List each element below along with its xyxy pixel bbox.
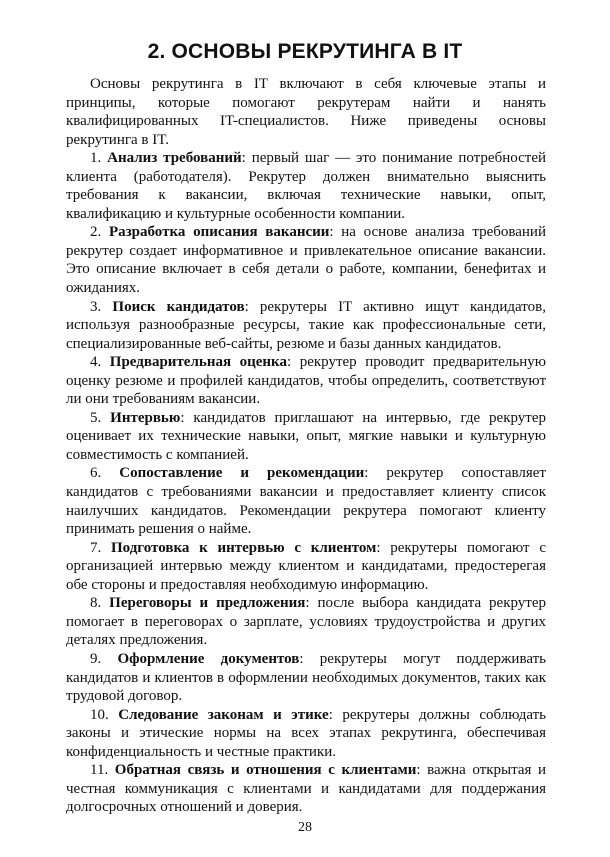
item-number: 4. — [90, 354, 102, 371]
item-number: 2. — [90, 224, 102, 241]
item-term: Следование законам и этике — [118, 706, 329, 723]
item-term: Сопоставление и рекомендации — [119, 465, 365, 482]
list-item — [66, 706, 546, 762]
item-text: : рекрутеры помогают с организацией интервью между клиентом и кандидатами, предостерегая обе стороны и предоставляя необходимую информацию. — [66, 539, 546, 593]
item-term: Оформление документов — [117, 650, 300, 667]
item-number: 10. — [90, 706, 109, 723]
item-text: : после выбора кандидата рекрутер помогает в переговорах о зарплате, условиях трудоустройства и других деталях предложения. — [66, 595, 547, 649]
item-text: : на основе анализа требований рекрутер создает информативное и привлекательное описание вакансии. Это описание включает в себя детали о работе, компании, бенефитах и ожиданиях. — [66, 224, 546, 297]
item-number: 5. — [90, 409, 102, 426]
item-text: : рекрутер сопоставляет кандидатов с требованиями вакансии и предоставляет клиенту список наилучших кандидатов. Рекомендации рекрутера помогают клиенту принимать решения о найме. — [66, 465, 546, 538]
list-item — [66, 594, 546, 650]
item-number: 6. — [90, 465, 102, 482]
body-text — [66, 75, 546, 817]
item-text: : рекрутеры IT активно ищут кандидатов, используя разнообразные ресурсы, такие как профессиональные сети, специализированные веб-сайты, резюме и базы данных кандидатов. — [66, 298, 546, 352]
item-term: Интервью — [110, 409, 181, 426]
list-item — [66, 223, 546, 297]
item-number: 7. — [90, 539, 102, 556]
item-text: : рекрутер проводит предварительную оценку резюме и профилей кандидатов, чтобы определить, соответствуют ли они требованиям вакансии. — [66, 354, 546, 408]
item-text: : рекрутеры могут поддерживать кандидатов и клиентов в оформлении необходимых документов, таких как трудовой договор. — [66, 650, 546, 705]
item-term: Разработка описания вакансии — [108, 224, 330, 241]
item-term: Предварительная оценка — [109, 354, 287, 371]
item-number: 3. — [90, 298, 102, 315]
item-number: 8. — [90, 595, 102, 612]
list-item — [66, 298, 546, 354]
list-item — [66, 149, 546, 223]
item-term: Поиск кандидатов — [112, 298, 245, 315]
item-text: : первый шаг — это понимание потребностей клиента (работодателя). Рекрутер должен внимательно выяснить требования к вакансии, включая технические навыки, опыт, квалификацию и культурные особенности компании. — [66, 150, 546, 222]
list-item — [66, 650, 546, 706]
list-item — [66, 761, 546, 817]
list-item — [66, 464, 546, 538]
item-text: : рекрутеры должны соблюдать законы и этические нормы на всех этапах рекрутинга, обеспечивая конфиденциальность и честные практики. — [66, 706, 546, 760]
item-number: 1. — [90, 150, 102, 167]
item-number: 11. — [90, 762, 109, 779]
item-term: Переговоры и предложения — [109, 595, 306, 612]
item-text: : кандидатов приглашают на интервью, где рекрутер оценивает их технические навыки, опыт, мягкие навыки и культурную совместимость с компанией. — [66, 409, 547, 463]
item-text: : важна открытая и честная коммуникация с клиентами и кандидатами для поддержания долгосрочных отношений и доверия. — [66, 762, 546, 816]
list-item — [66, 353, 546, 409]
item-term: Подготовка к интервью с клиентом — [110, 539, 377, 556]
intro-paragraph: Основы рекрутинга в IT включают в себя ключевые этапы и принципы, которые помогают рекрутерам найти и нанять квалифицированных IT-специалистов. Ниже приведены основы рекрутинга в IT. — [66, 76, 546, 148]
list-item — [66, 409, 546, 465]
page-number: 28 — [298, 820, 312, 835]
item-number: 9. — [90, 650, 102, 667]
list-item — [66, 539, 546, 595]
page-title: 2. ОСНОВЫ РЕКРУТИНГА В IT — [147, 40, 463, 63]
item-term: Анализ требований — [107, 150, 242, 167]
item-term: Обратная связь и отношения с клиентами — [114, 762, 417, 779]
